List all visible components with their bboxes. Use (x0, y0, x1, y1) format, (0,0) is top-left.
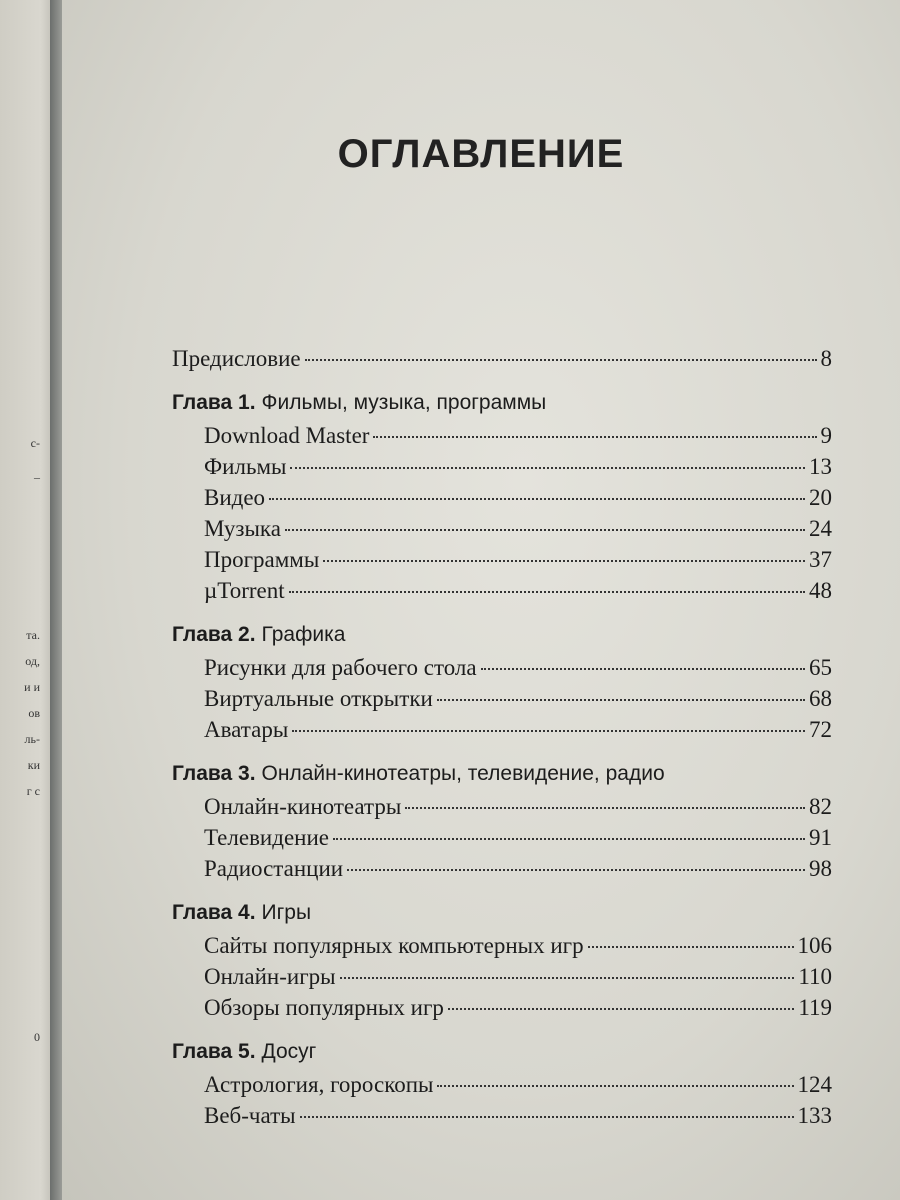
chapter-number: Глава 1. (172, 391, 256, 414)
toc-page-number: 106 (797, 933, 832, 958)
chapter-heading[interactable] (172, 1040, 832, 1072)
toc-entry-label: Download Master (204, 423, 370, 448)
leader-dots (437, 699, 805, 701)
toc-page (62, 0, 900, 1200)
toc-entry[interactable] (172, 825, 832, 856)
chapter-title: Досуг (261, 1040, 317, 1063)
toc-entry-preface[interactable] (172, 346, 832, 377)
leader-dots (373, 436, 816, 438)
toc-page-number: 48 (809, 578, 832, 603)
toc-page-number: 37 (809, 547, 832, 572)
toc-entry-label: Фильмы (204, 454, 287, 479)
left-page-fragment: од, (25, 654, 40, 668)
toc-entry[interactable] (172, 717, 832, 748)
toc-page-number: 65 (809, 655, 832, 680)
toc-entry[interactable] (172, 964, 832, 995)
leader-dots (269, 498, 805, 500)
toc-entry-label: Аватары (204, 717, 289, 742)
toc-entry[interactable] (172, 686, 832, 717)
left-page-fragment: 0 (34, 1030, 40, 1044)
left-page-fragment: ль- (24, 732, 40, 746)
toc-entry-label: Виртуальные открытки (204, 686, 433, 711)
chapter-title: Онлайн-кинотеатры, телевидение, радио (261, 762, 665, 785)
leader-dots (290, 467, 805, 469)
chapter-heading[interactable] (172, 391, 832, 423)
leader-dots (437, 1085, 793, 1087)
chapter-number: Глава 4. (172, 901, 256, 924)
toc-entry[interactable] (172, 856, 832, 887)
toc-entry-label: µTorrent (204, 578, 285, 603)
toc-page-number: 8 (820, 346, 832, 371)
toc-entry-label: Радиостанции (204, 856, 344, 881)
toc-entry-label: Видео (204, 485, 266, 510)
page-title: ОГЛАВЛЕНИЕ (337, 132, 625, 176)
toc-entry[interactable] (172, 933, 832, 964)
chapter-heading[interactable] (172, 623, 832, 655)
toc-page-number: 68 (809, 686, 832, 711)
toc-page-number: 72 (809, 717, 832, 742)
toc-page-number: 91 (809, 825, 832, 850)
toc-entry[interactable] (172, 454, 832, 485)
chapter-title: Графика (261, 623, 346, 646)
left-page-fragment: с- (30, 436, 40, 450)
left-page-fragment: и и (24, 680, 40, 694)
toc-entry-label: Рисунки для рабочего стола (204, 655, 477, 680)
toc-entry[interactable] (172, 547, 832, 578)
toc-entry[interactable] (172, 485, 832, 516)
chapter-title: Фильмы, музыка, программы (261, 391, 547, 414)
table-of-contents (172, 338, 832, 1134)
toc-entry-label: Онлайн-кинотеатры (204, 794, 402, 819)
leader-dots (289, 591, 805, 593)
leader-dots (285, 529, 805, 531)
leader-dots (305, 359, 817, 361)
toc-entry[interactable] (172, 1103, 832, 1134)
leader-dots (481, 668, 805, 670)
toc-page-number: 24 (809, 516, 832, 541)
toc-entry-label: Веб-чаты (204, 1103, 296, 1128)
toc-entry[interactable] (172, 995, 832, 1026)
leader-dots (405, 807, 805, 809)
chapter-heading[interactable] (172, 762, 832, 794)
left-page-fragment: ов (28, 706, 40, 720)
chapter-number: Глава 2. (172, 623, 256, 646)
left-page-fragment: ки (27, 758, 40, 772)
left-page-fragment: – (34, 470, 40, 484)
leader-dots (300, 1116, 794, 1118)
left-page-fragment: г с (26, 784, 40, 798)
toc-page-number: 110 (798, 964, 832, 989)
leader-dots (347, 869, 805, 871)
leader-dots (588, 946, 794, 948)
toc-page-number: 119 (798, 995, 832, 1020)
toc-entry[interactable] (172, 578, 832, 609)
toc-page-number: 82 (809, 794, 832, 819)
toc-entry-label: Программы (204, 547, 320, 572)
toc-entry[interactable] (172, 655, 832, 686)
toc-entry-label: Астрология, гороскопы (204, 1072, 434, 1097)
toc-entry[interactable] (172, 794, 832, 825)
toc-page-number: 20 (809, 485, 832, 510)
toc-page-number: 133 (797, 1103, 832, 1128)
leader-dots (333, 838, 805, 840)
toc-entry-label: Обзоры популярных игр (204, 995, 444, 1020)
toc-page-number: 9 (820, 423, 832, 448)
leader-dots (340, 977, 795, 979)
toc-entry-label: Музыка (204, 516, 281, 541)
toc-page-number: 124 (797, 1072, 832, 1097)
toc-entry-label: Телевидение (204, 825, 329, 850)
toc-entry-label: Сайты популярных компьютерных игр (204, 933, 584, 958)
toc-entry[interactable] (172, 516, 832, 547)
toc-entry[interactable] (172, 1072, 832, 1103)
leader-dots (448, 1008, 794, 1010)
toc-entry[interactable] (172, 423, 832, 454)
chapter-title: Игры (261, 901, 312, 924)
toc-entry-label: Предисловие (172, 346, 301, 371)
left-page-fragment: та. (26, 628, 40, 642)
toc-page-number: 13 (809, 454, 832, 479)
leader-dots (323, 560, 805, 562)
toc-entry-label: Онлайн-игры (204, 964, 336, 989)
chapter-number: Глава 5. (172, 1040, 256, 1063)
chapter-number: Глава 3. (172, 762, 256, 785)
leader-dots (292, 730, 805, 732)
toc-page-number: 98 (809, 856, 832, 881)
chapter-heading[interactable] (172, 901, 832, 933)
